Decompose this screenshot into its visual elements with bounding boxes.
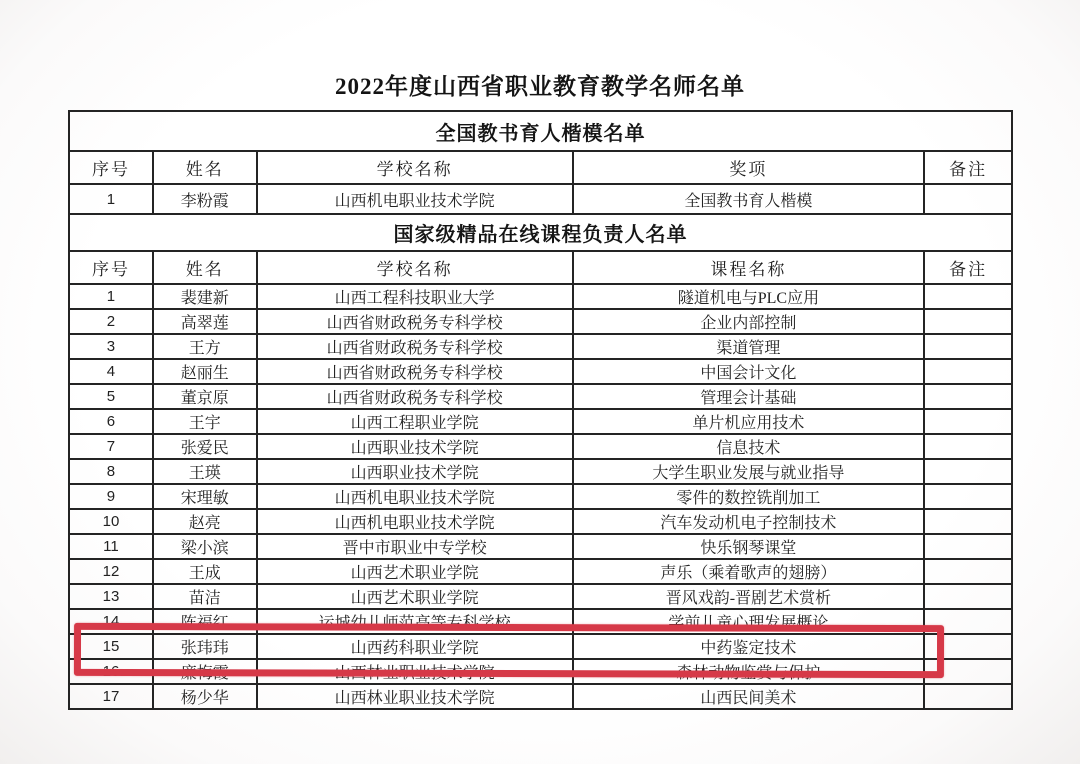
- table-row: [69, 409, 1012, 434]
- cell-item: 中国会计文化: [573, 359, 925, 384]
- cell-no: 3: [69, 334, 153, 359]
- cell-note: [924, 334, 1012, 359]
- cell-no: 9: [69, 484, 153, 509]
- cell-name: 王宇: [153, 409, 257, 434]
- table-row: [69, 459, 1012, 484]
- cell-item: 渠道管理: [573, 334, 925, 359]
- cell-school: 山西职业技术学院: [257, 434, 573, 459]
- column-header-row: [69, 251, 1012, 284]
- cell-note: [924, 509, 1012, 534]
- column-header-cell: 奖项: [573, 151, 925, 184]
- cell-school: 山西机电职业技术学院: [257, 509, 573, 534]
- cell-no: 5: [69, 384, 153, 409]
- cell-name: 赵丽生: [153, 359, 257, 384]
- cell-item: 晋风戏韵-晋剧艺术赏析: [573, 584, 925, 609]
- cell-item: 中药鉴定技术: [573, 634, 925, 659]
- cell-no: 4: [69, 359, 153, 384]
- cell-no: 7: [69, 434, 153, 459]
- table-row: [69, 559, 1012, 584]
- cell-school: 山西林业职业技术学院: [257, 684, 573, 709]
- column-header-cell: 序号: [69, 251, 153, 284]
- table-row: [69, 334, 1012, 359]
- cell-note: [924, 434, 1012, 459]
- section-title: 国家级精品在线课程负责人名单: [69, 214, 1012, 251]
- cell-note: [924, 584, 1012, 609]
- cell-name: 裴建新: [153, 284, 257, 309]
- roster-table-body: [69, 111, 1012, 709]
- cell-no: 13: [69, 584, 153, 609]
- cell-note: [924, 309, 1012, 334]
- cell-school: 山西机电职业技术学院: [257, 484, 573, 509]
- table-row: [69, 584, 1012, 609]
- cell-note: [924, 409, 1012, 434]
- cell-note: [924, 659, 1012, 684]
- cell-item: 管理会计基础: [573, 384, 925, 409]
- table-row: [69, 534, 1012, 559]
- table-row: [69, 609, 1012, 634]
- cell-name: 梁小滨: [153, 534, 257, 559]
- table-row: [69, 509, 1012, 534]
- column-header-row: [69, 151, 1012, 184]
- section-title-row: [69, 214, 1012, 251]
- cell-note: [924, 359, 1012, 384]
- cell-school: 运城幼儿师范高等专科学校: [257, 609, 573, 634]
- cell-item: 汽车发动机电子控制技术: [573, 509, 925, 534]
- cell-name: 王方: [153, 334, 257, 359]
- cell-name: 王瑛: [153, 459, 257, 484]
- cell-item: 隧道机电与PLC应用: [573, 284, 925, 309]
- cell-school: 山西省财政税务专科学校: [257, 384, 573, 409]
- table-row: [69, 359, 1012, 384]
- section-title: 全国教书育人楷模名单: [69, 111, 1012, 151]
- cell-item: 信息技术: [573, 434, 925, 459]
- cell-school: 山西艺术职业学院: [257, 559, 573, 584]
- cell-item: 全国教书育人楷模: [573, 184, 925, 214]
- page-title: 2022年度山西省职业教育教学名师名单: [335, 74, 745, 99]
- column-header-cell: 姓名: [153, 151, 257, 184]
- cell-no: 15: [69, 634, 153, 659]
- cell-school: 山西林业职业技术学院: [257, 659, 573, 684]
- column-header-cell: 学校名称: [257, 151, 573, 184]
- cell-name: 廉梅霞: [153, 659, 257, 684]
- cell-note: [924, 534, 1012, 559]
- cell-item: 快乐钢琴课堂: [573, 534, 925, 559]
- cell-note: [924, 384, 1012, 409]
- table-row: [69, 434, 1012, 459]
- cell-note: [924, 184, 1012, 214]
- cell-school: 山西省财政税务专科学校: [257, 359, 573, 384]
- cell-name: 董京原: [153, 384, 257, 409]
- cell-note: [924, 684, 1012, 709]
- cell-name: 张爱民: [153, 434, 257, 459]
- cell-item: 森林动物鉴赏与保护: [573, 659, 925, 684]
- table-row: [69, 659, 1012, 684]
- cell-no: 1: [69, 184, 153, 214]
- table-row: [69, 384, 1012, 409]
- cell-school: 山西艺术职业学院: [257, 584, 573, 609]
- table-row: [69, 284, 1012, 309]
- cell-no: 8: [69, 459, 153, 484]
- cell-item: 学前儿童心理发展概论: [573, 609, 925, 634]
- cell-note: [924, 559, 1012, 584]
- cell-no: 16: [69, 659, 153, 684]
- section-title-row: [69, 111, 1012, 151]
- cell-item: 大学生职业发展与就业指导: [573, 459, 925, 484]
- cell-name: 杨少华: [153, 684, 257, 709]
- cell-note: [924, 484, 1012, 509]
- cell-no: 11: [69, 534, 153, 559]
- cell-name: 张玮玮: [153, 634, 257, 659]
- column-header-cell: 学校名称: [257, 251, 573, 284]
- cell-item: 企业内部控制: [573, 309, 925, 334]
- cell-school: 山西省财政税务专科学校: [257, 334, 573, 359]
- cell-name: 苗洁: [153, 584, 257, 609]
- cell-no: 1: [69, 284, 153, 309]
- roster-table: [68, 110, 1013, 710]
- cell-school: 山西省财政税务专科学校: [257, 309, 573, 334]
- cell-no: 6: [69, 409, 153, 434]
- column-header-cell: 课程名称: [573, 251, 925, 284]
- column-header-cell: 序号: [69, 151, 153, 184]
- cell-note: [924, 459, 1012, 484]
- table-row: [69, 684, 1012, 709]
- cell-name: 赵亮: [153, 509, 257, 534]
- cell-item: 单片机应用技术: [573, 409, 925, 434]
- cell-name: 高翠莲: [153, 309, 257, 334]
- table-row: [69, 484, 1012, 509]
- cell-school: 山西机电职业技术学院: [257, 184, 573, 214]
- cell-item: 声乐（乘着歌声的翅膀）: [573, 559, 925, 584]
- column-header-cell: 姓名: [153, 251, 257, 284]
- cell-note: [924, 634, 1012, 659]
- table-row: [69, 309, 1012, 334]
- cell-name: 王成: [153, 559, 257, 584]
- cell-no: 12: [69, 559, 153, 584]
- cell-school: 山西职业技术学院: [257, 459, 573, 484]
- cell-school: 山西工程职业学院: [257, 409, 573, 434]
- table-row-highlighted: [69, 634, 1012, 659]
- cell-school: 晋中市职业中专学校: [257, 534, 573, 559]
- cell-note: [924, 609, 1012, 634]
- cell-name: 宋理敏: [153, 484, 257, 509]
- cell-no: 14: [69, 609, 153, 634]
- cell-no: 17: [69, 684, 153, 709]
- cell-school: 山西工程科技职业大学: [257, 284, 573, 309]
- cell-note: [924, 284, 1012, 309]
- cell-school: 山西药科职业学院: [257, 634, 573, 659]
- table-row: [69, 184, 1012, 214]
- column-header-cell: 备注: [924, 151, 1012, 184]
- column-header-cell: 备注: [924, 251, 1012, 284]
- cell-name: 陈福红: [153, 609, 257, 634]
- cell-item: 山西民间美术: [573, 684, 925, 709]
- cell-no: 2: [69, 309, 153, 334]
- cell-no: 10: [69, 509, 153, 534]
- cell-name: 李粉霞: [153, 184, 257, 214]
- cell-item: 零件的数控铣削加工: [573, 484, 925, 509]
